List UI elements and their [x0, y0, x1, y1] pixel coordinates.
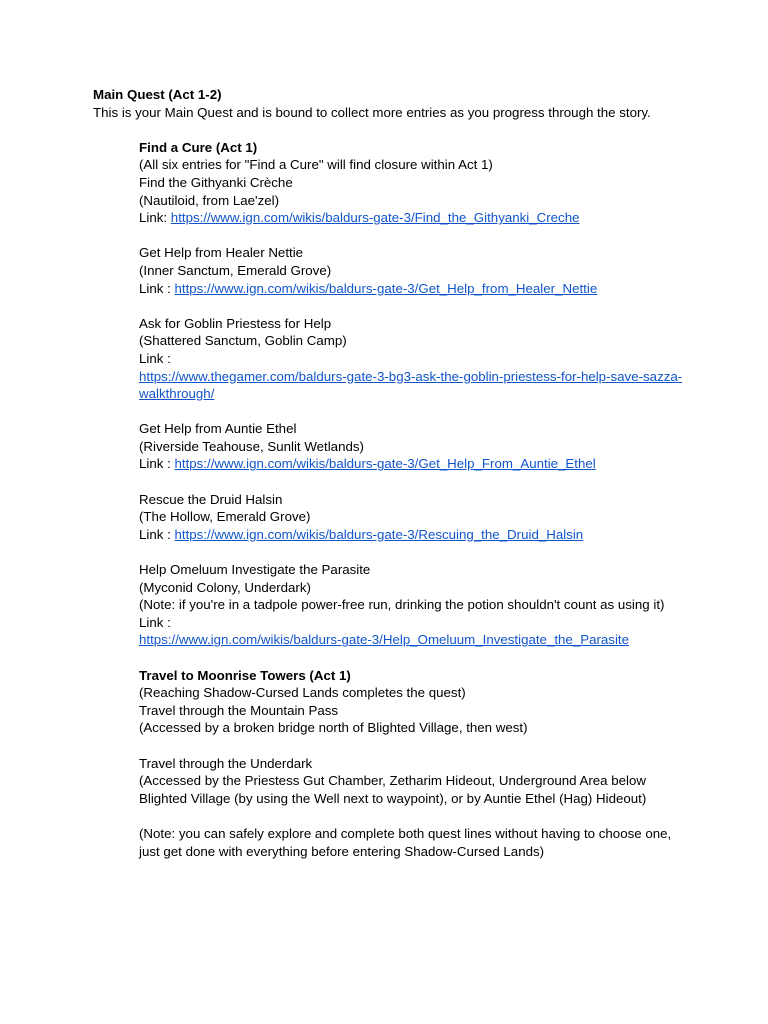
entry-title: Get Help from Healer Nettie	[139, 245, 304, 261]
find-a-cure-heading: Find a Cure (Act 1)	[139, 139, 258, 155]
spacer	[139, 737, 683, 755]
link-label: Link :	[139, 526, 175, 542]
quest-entry	[139, 491, 683, 544]
quest-entry	[139, 244, 683, 297]
entry-title: Help Omeluum Investigate the Parasite	[139, 562, 371, 578]
entry-link-row	[139, 209, 683, 227]
spacer	[139, 807, 683, 825]
entry-location: (Inner Sanctum, Emerald Grove)	[139, 262, 332, 278]
moonrise-note: (Reaching Shadow-Cursed Lands completes the quest)	[139, 685, 466, 701]
spacer	[139, 473, 683, 491]
underdark-detail: (Accessed by the Priestess Gut Chamber, Zetharim Hideout, Underground Area below Blighted Village (by using the Well next to waypoint), or by Auntie Ethel (Hag) Hideout)	[139, 773, 647, 806]
entry-location: (The Hollow, Emerald Grove)	[139, 509, 311, 525]
spacer	[139, 227, 683, 245]
link-label: Link :	[139, 614, 171, 630]
mountain-pass-title: Travel through the Mountain Pass	[139, 702, 339, 718]
link-label: Link :	[139, 280, 175, 296]
spacer	[139, 649, 683, 667]
entry-link-row	[139, 368, 683, 403]
entry-title: Get Help from Auntie Ethel	[139, 421, 297, 437]
mountain-pass-detail: (Accessed by a broken bridge north of Blighted Village, then west)	[139, 720, 528, 736]
entry-location: (Riverside Teahouse, Sunlit Wetlands)	[139, 438, 364, 454]
document-page	[93, 86, 683, 860]
main-quest-title: Main Quest (Act 1-2)	[93, 87, 222, 102]
final-note: (Note: you can safely explore and complete both quest lines without having to choose one, just get done with everything before entering Shadow-Cursed Lands)	[139, 825, 672, 859]
entry-link[interactable]: https://www.ign.com/wikis/baldurs-gate-3/Rescuing_the_Druid_Halsin	[174, 526, 584, 542]
entry-location: (Myconid Colony, Underdark)	[139, 579, 311, 595]
find-a-cure-section	[139, 139, 683, 667]
entry-title: Ask for Goblin Priestess for Help	[139, 315, 332, 331]
quest-entry	[139, 420, 683, 473]
link-label: Link:	[139, 210, 171, 226]
entry-link[interactable]: https://www.ign.com/wikis/baldurs-gate-3/Get_Help_From_Auntie_Ethel	[174, 456, 596, 472]
quest-entry	[139, 174, 683, 227]
underdark-title: Travel through the Underdark	[139, 755, 313, 771]
quest-entry	[139, 315, 683, 403]
main-quest-intro: This is your Main Quest and is bound to collect more entries as you progress through the story.	[93, 104, 651, 120]
spacer	[139, 403, 683, 421]
spacer	[93, 121, 683, 139]
entry-title: Find the Githyanki Crèche	[139, 174, 293, 190]
entry-location: (Shattered Sanctum, Goblin Camp)	[139, 333, 347, 349]
moonrise-towers-section	[139, 667, 683, 861]
entry-link[interactable]: https://www.ign.com/wikis/baldurs-gate-3/Find_the_Githyanki_Creche	[170, 210, 580, 226]
link-label: Link :	[139, 350, 171, 366]
entry-link[interactable]: https://www.thegamer.com/baldurs-gate-3-bg3-ask-the-goblin-priestess-for-help-save-sazza-walkthrough/	[139, 368, 683, 402]
entry-link[interactable]: https://www.ign.com/wikis/baldurs-gate-3/Get_Help_from_Healer_Nettie	[174, 280, 598, 296]
quest-entry	[139, 561, 683, 649]
spacer	[139, 297, 683, 315]
entry-link[interactable]: https://www.ign.com/wikis/baldurs-gate-3/Help_Omeluum_Investigate_the_Parasite	[139, 632, 630, 648]
entry-link-row	[139, 280, 683, 298]
entry-extra-note: (Note: if you're in a tadpole power-free run, drinking the potion shouldn't count as using it)	[139, 597, 665, 613]
entry-location: (Nautiloid, from Lae'zel)	[139, 192, 279, 208]
entry-link-row	[139, 631, 683, 649]
find-a-cure-note: (All six entries for "Find a Cure" will find closure within Act 1)	[139, 157, 493, 173]
entry-link-row	[139, 526, 683, 544]
moonrise-heading: Travel to Moonrise Towers (Act 1)	[139, 667, 351, 683]
entry-link-row	[139, 455, 683, 473]
link-label: Link :	[139, 456, 175, 472]
spacer	[139, 543, 683, 561]
entry-title: Rescue the Druid Halsin	[139, 491, 283, 507]
